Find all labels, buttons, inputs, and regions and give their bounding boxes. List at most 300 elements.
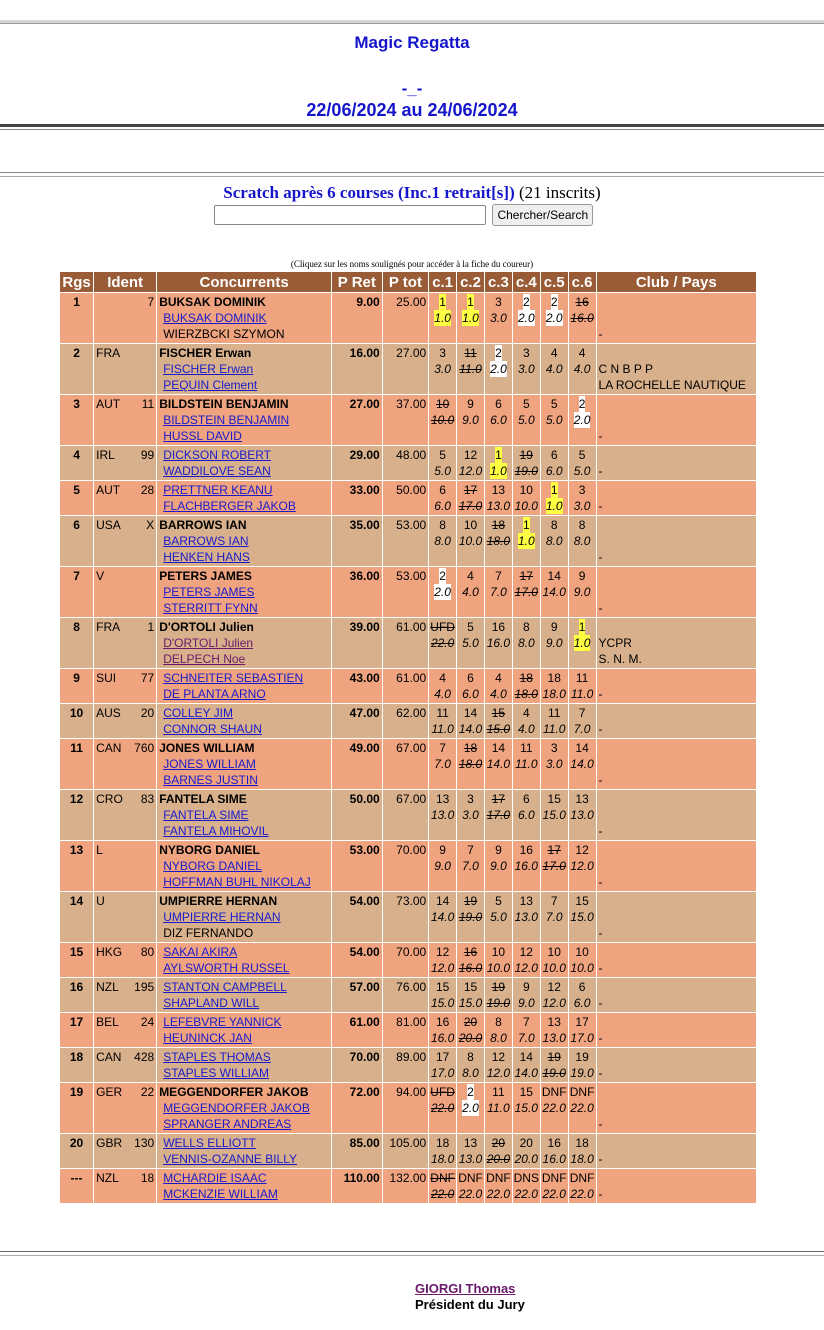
race-points: 13.0 — [514, 910, 538, 924]
helm-link[interactable]: MEGGENDORFER JAKOB — [163, 1101, 310, 1115]
race-points: 14.0 — [486, 757, 511, 771]
table-row — [60, 1048, 756, 1082]
race-1-cell — [429, 1013, 456, 1047]
skipper-name: D'ORTOLI Julien — [159, 620, 254, 634]
helm-link[interactable]: BARROWS IAN — [163, 534, 249, 548]
race-3-cell — [485, 841, 512, 891]
crew-link[interactable]: AYLSWORTH RUSSEL — [163, 961, 290, 975]
club-cell: - — [597, 978, 756, 1012]
race-place: 11 — [464, 346, 477, 360]
net-points: 70.00 — [332, 1048, 382, 1082]
race-6-cell — [569, 618, 596, 668]
race-6-cell — [569, 344, 596, 394]
race-place: 15 — [435, 980, 450, 994]
race-place: 3 — [439, 346, 446, 360]
race-points: 16.0 — [486, 636, 511, 650]
table-row — [60, 293, 756, 343]
search-input[interactable] — [214, 205, 486, 225]
helm-link[interactable]: MCHARDIE ISAAC — [163, 1171, 267, 1185]
race-2-cell — [457, 943, 484, 977]
race-points: 5.0 — [545, 413, 563, 427]
sail-number: 22 — [140, 1085, 155, 1099]
race-place: 13 — [519, 894, 533, 908]
race-4-cell — [513, 892, 540, 942]
race-place: 15 — [519, 1085, 533, 1099]
race-points: 22.0 — [570, 1187, 594, 1201]
helm-link[interactable]: COLLEY JIM — [163, 706, 233, 720]
race-place: 6 — [467, 671, 474, 685]
race-place: UFD — [430, 1085, 455, 1099]
race-place: 12 — [435, 945, 450, 959]
race-place: 5 — [522, 397, 530, 411]
nation-code: BEL — [96, 1015, 119, 1029]
ident-cell — [94, 669, 156, 703]
helm-link[interactable]: STAPLES THOMAS — [163, 1050, 271, 1064]
competitors-cell — [157, 293, 331, 343]
race-6-cell — [569, 1013, 596, 1047]
race-place: 4 — [439, 671, 446, 685]
race-6-cell — [569, 567, 596, 617]
crew-link[interactable]: STERRITT FYNN — [163, 601, 258, 615]
total-points: 61.00 — [383, 669, 429, 703]
competitors-cell — [157, 446, 331, 480]
race-place: 15 — [491, 706, 506, 720]
crew-link[interactable]: STAPLES WILLIAM — [163, 1066, 269, 1080]
crew-link[interactable]: WADDILOVE SEAN — [163, 464, 271, 478]
race-points: 1.0 — [434, 311, 451, 325]
race-1-cell — [429, 739, 456, 789]
race-points: 22.0 — [542, 1187, 566, 1201]
race-5-cell — [541, 1048, 568, 1082]
net-points: 57.00 — [332, 978, 382, 1012]
race-points: 2.0 — [517, 311, 535, 325]
race-2-cell — [457, 344, 484, 394]
rank-cell: 19 — [60, 1083, 93, 1133]
race-5-cell — [541, 1083, 568, 1133]
race-6-cell — [569, 943, 596, 977]
race-place: 1 — [522, 518, 530, 532]
race-points: 10.0 — [430, 413, 455, 427]
race-place: 19 — [519, 448, 533, 462]
rank-cell: 15 — [60, 943, 93, 977]
race-2-cell — [457, 567, 484, 617]
total-points: 94.00 — [383, 1083, 429, 1133]
race-points: 9.0 — [517, 996, 535, 1010]
skipper-name: BILDSTEIN BENJAMIN — [159, 397, 289, 411]
race-place: 18 — [463, 741, 478, 755]
scratch-heading — [0, 183, 824, 203]
race-1-cell — [429, 1134, 456, 1168]
race-points: 7.0 — [462, 859, 479, 873]
race-5-cell — [541, 618, 568, 668]
race-place: 9 — [467, 397, 474, 411]
race-points: 3.0 — [573, 499, 591, 513]
race-points: 12.0 — [570, 859, 594, 873]
club-cell: - — [597, 446, 756, 480]
race-place: DNF — [541, 1171, 567, 1185]
race-3-cell — [485, 1048, 512, 1082]
race-points: 8.0 — [517, 636, 535, 650]
total-points: 70.00 — [383, 841, 429, 891]
race-points: 1.0 — [490, 464, 507, 478]
club-cell: - — [597, 1083, 756, 1133]
nation-code: GBR — [96, 1136, 123, 1150]
race-5-cell — [541, 567, 568, 617]
skipper-name: NYBORG DANIEL — [159, 843, 260, 857]
race-place: 18 — [491, 518, 506, 532]
crew-link[interactable]: BARNES JUSTIN — [163, 773, 258, 787]
race-5-cell — [541, 344, 568, 394]
race-place: 18 — [435, 1136, 450, 1150]
race-place: 14 — [435, 894, 450, 908]
race-1-cell — [429, 669, 456, 703]
crew-link[interactable]: SHAPLAND WILL — [163, 996, 260, 1010]
race-3-cell — [485, 978, 512, 1012]
total-points: 70.00 — [383, 943, 429, 977]
race-1-cell — [429, 841, 456, 891]
race-6-cell — [569, 739, 596, 789]
race-points: 4.0 — [434, 687, 451, 701]
crew-link[interactable]: MCKENZIE WILLIAM — [163, 1187, 278, 1201]
rank-cell: 12 — [60, 790, 93, 840]
table-row — [60, 481, 756, 515]
race-3-cell — [485, 446, 512, 480]
ident-cell — [94, 892, 156, 942]
sail-number: 18 — [140, 1171, 155, 1185]
race-place: 14 — [519, 1050, 533, 1064]
race-points: 3.0 — [434, 362, 451, 376]
race-points: 20.0 — [458, 1031, 483, 1045]
race-points: 20.0 — [514, 1152, 538, 1166]
rank-cell: 18 — [60, 1048, 93, 1082]
race-points: 11.0 — [515, 757, 538, 771]
race-points: 19.0 — [458, 910, 483, 924]
race-points: 22.0 — [430, 636, 455, 650]
race-3-cell — [485, 739, 512, 789]
helm-link[interactable]: STANTON CAMPBELL — [163, 980, 287, 994]
race-1-cell — [429, 293, 456, 343]
race-place: 6 — [522, 792, 530, 806]
race-4-cell — [513, 704, 540, 738]
race-place: 16 — [519, 843, 533, 857]
jury-signature — [415, 1281, 525, 1313]
race-points: 4.0 — [545, 362, 563, 376]
top-rule — [0, 20, 824, 24]
race-place: 7 — [522, 1015, 530, 1029]
race-6-cell — [569, 1083, 596, 1133]
race-place: 11 — [575, 671, 589, 685]
event-dates: 22/06/2024 au 24/06/2024 — [306, 100, 518, 120]
race-points: 18.0 — [430, 1152, 455, 1166]
helm-link[interactable]: LEFEBVRE YANNICK — [163, 1015, 282, 1029]
helm-link[interactable]: D'ORTOLI Julien — [163, 636, 254, 650]
race-place: DNF — [430, 1171, 455, 1185]
race-1-cell — [429, 446, 456, 480]
club-cell: - — [597, 395, 756, 445]
race-2-cell — [457, 1169, 484, 1203]
race-1-cell — [429, 790, 456, 840]
race-points: 3.0 — [462, 808, 479, 822]
race-points: 5.0 — [573, 464, 591, 478]
net-points: 33.00 — [332, 481, 382, 515]
race-place: 11 — [492, 1085, 505, 1099]
jury-president-link[interactable]: GIORGI Thomas — [415, 1281, 516, 1296]
helm-link[interactable]: JONES WILLIAM — [163, 757, 256, 771]
helm-link[interactable]: WELLS ELLIOTT — [163, 1136, 256, 1150]
competitors-cell — [157, 1013, 331, 1047]
race-place: 6 — [578, 980, 586, 994]
race-place: 1 — [467, 295, 474, 309]
rank-cell: 17 — [60, 1013, 93, 1047]
crew-link[interactable]: PEQUIN Clement — [163, 378, 258, 392]
table-row — [60, 1013, 756, 1047]
crew-link[interactable]: SPRANGER ANDREAS — [163, 1117, 292, 1131]
divider — [0, 129, 824, 130]
club-cell: - — [597, 892, 756, 942]
race-3-cell — [485, 943, 512, 977]
sail-number: 130 — [134, 1136, 155, 1150]
crew-link[interactable]: HEUNINCK JAN — [163, 1031, 252, 1045]
nation-code: V — [96, 569, 105, 583]
skipper-name: MEGGENDORFER JAKOB — [159, 1085, 309, 1099]
race-place: 16 — [463, 945, 478, 959]
column-header: c.5 — [541, 272, 568, 292]
competitors-cell — [157, 1048, 331, 1082]
competitors-cell — [157, 395, 331, 445]
helm-link[interactable]: SAKAI AKIRA — [163, 945, 238, 959]
total-points: 37.00 — [383, 395, 429, 445]
rank-cell: 5 — [60, 481, 93, 515]
crew-link[interactable]: CONNOR SHAUN — [163, 722, 262, 736]
race-place: 7 — [578, 706, 586, 720]
race-1-cell — [429, 395, 456, 445]
click-hint: (Cliquez sur les noms soulignés pour accéder à la fiche du coureur) — [290, 259, 534, 269]
race-place: 5 — [439, 448, 446, 462]
club-cell: - — [597, 481, 756, 515]
race-place: 14 — [491, 741, 506, 755]
competitors-cell — [157, 1169, 331, 1203]
race-points: 4.0 — [462, 585, 479, 599]
sail-number: 20 — [140, 706, 155, 720]
race-1-cell — [429, 481, 456, 515]
race-2-cell — [457, 892, 484, 942]
race-points: 2.0 — [462, 1101, 479, 1115]
race-points: 13.0 — [458, 1152, 483, 1166]
net-points: 29.00 — [332, 446, 382, 480]
race-1-cell — [429, 1169, 456, 1203]
nation-code: CRO — [96, 792, 123, 806]
race-points: 13.0 — [570, 808, 594, 822]
crew-link[interactable]: DELPECH Noe — [163, 652, 246, 666]
race-points: 22.0 — [486, 1187, 511, 1201]
race-points: 13.0 — [542, 1031, 566, 1045]
column-header: Rgs — [60, 272, 93, 292]
race-place: 5 — [495, 894, 502, 908]
helm-link[interactable]: NYBORG DANIEL — [163, 859, 262, 873]
helm-link[interactable]: DICKSON ROBERT — [163, 448, 271, 462]
crew-link[interactable]: DE PLANTA ARNO — [163, 687, 266, 701]
race-points: 4.0 — [517, 722, 535, 736]
competitors-cell — [157, 841, 331, 891]
race-place: 10 — [547, 945, 561, 959]
race-4-cell — [513, 669, 540, 703]
race-place: 3 — [495, 295, 502, 309]
race-2-cell — [457, 1134, 484, 1168]
race-4-cell — [513, 516, 540, 566]
helm-link[interactable]: BILDSTEIN BENJAMIN — [163, 413, 290, 427]
sail-number: 1 — [147, 620, 155, 634]
competitors-cell — [157, 344, 331, 394]
race-place: 7 — [439, 741, 446, 755]
search-bar — [214, 204, 593, 226]
race-place: 5 — [467, 620, 474, 634]
race-5-cell — [541, 1013, 568, 1047]
race-place: 11 — [547, 706, 561, 720]
column-header: c.3 — [485, 272, 512, 292]
race-points: 5.0 — [490, 910, 507, 924]
club-cell: - — [597, 516, 756, 566]
total-points: 25.00 — [383, 293, 429, 343]
total-points: 61.00 — [383, 618, 429, 668]
race-points: 8.0 — [545, 534, 563, 548]
race-place: 3 — [522, 346, 530, 360]
table-row — [60, 841, 756, 891]
race-points: 17.0 — [570, 1031, 594, 1045]
race-points: 22.0 — [570, 1101, 594, 1115]
race-place: 13 — [491, 483, 506, 497]
table-row — [60, 395, 756, 445]
race-points: 7.0 — [490, 585, 507, 599]
race-place: 20 — [491, 1136, 506, 1150]
nation-code: HKG — [96, 945, 123, 959]
race-3-cell — [485, 618, 512, 668]
race-3-cell — [485, 293, 512, 343]
race-points: 1.0 — [545, 499, 563, 513]
helm-link[interactable]: UMPIERRE HERNAN — [163, 910, 281, 924]
club-cell: - — [597, 943, 756, 977]
race-place: 6 — [439, 483, 446, 497]
race-points: 14.0 — [570, 757, 594, 771]
race-points: 16.0 — [542, 1152, 566, 1166]
race-4-cell — [513, 841, 540, 891]
race-1-cell — [429, 344, 456, 394]
helm-link[interactable]: BUKSAK DOMINIK — [163, 311, 267, 325]
race-points: 6.0 — [545, 464, 563, 478]
rank-cell: 1 — [60, 293, 93, 343]
club-cell: - — [597, 1134, 756, 1168]
race-place: 8 — [578, 518, 586, 532]
crew-link[interactable]: HUSSL DAVID — [163, 429, 242, 443]
race-points: 22.0 — [458, 1187, 483, 1201]
helm-link[interactable]: FISCHER Erwan — [163, 362, 254, 376]
crew-link[interactable]: HOFFMAN BUHL NIKOLAJ — [163, 875, 311, 889]
sail-number: 11 — [141, 397, 155, 411]
race-place: 1 — [439, 295, 446, 309]
total-points: 50.00 — [383, 481, 429, 515]
race-points: 7.0 — [545, 910, 563, 924]
net-points: 35.00 — [332, 516, 382, 566]
helm-link[interactable]: PRETTNER KEANU — [163, 483, 273, 497]
crew-link[interactable]: VENNIS-OZANNE BILLY — [163, 1152, 297, 1166]
divider — [0, 124, 824, 127]
crew-link[interactable]: FANTELA MIHOVIL — [163, 824, 269, 838]
helm-link[interactable]: FANTELA SIME — [163, 808, 249, 822]
competitors-cell — [157, 669, 331, 703]
race-points: 13.0 — [486, 499, 511, 513]
helm-link[interactable]: PETERS JAMES — [163, 585, 255, 599]
helm-link[interactable]: SCHNEITER SEBASTIEN — [163, 671, 304, 685]
column-header: Concurrents — [157, 272, 331, 292]
race-place: UFD — [430, 620, 455, 634]
race-5-cell — [541, 790, 568, 840]
sail-number: 24 — [140, 1015, 155, 1029]
race-points: 22.0 — [430, 1187, 455, 1201]
race-3-cell — [485, 516, 512, 566]
race-points: 19.0 — [486, 996, 511, 1010]
crew-link[interactable]: FLACHBERGER JAKOB — [163, 499, 296, 513]
race-place: DNF — [569, 1171, 595, 1185]
net-points: 53.00 — [332, 841, 382, 891]
race-points: 15.0 — [458, 996, 483, 1010]
race-place: DNS — [513, 1171, 539, 1185]
race-3-cell — [485, 481, 512, 515]
race-place: 2 — [522, 295, 530, 309]
ident-cell — [94, 618, 156, 668]
race-place: 3 — [467, 792, 474, 806]
race-3-cell — [485, 567, 512, 617]
crew-link[interactable]: HENKEN HANS — [163, 550, 250, 564]
race-points: 12.0 — [486, 1066, 511, 1080]
column-header: P Ret — [332, 272, 382, 292]
race-place: 2 — [439, 569, 446, 583]
race-3-cell — [485, 704, 512, 738]
race-6-cell — [569, 1048, 596, 1082]
sail-number: 195 — [134, 980, 155, 994]
race-place: 3 — [578, 483, 586, 497]
club-cell: - — [597, 669, 756, 703]
race-place: 1 — [495, 448, 502, 462]
race-3-cell — [485, 395, 512, 445]
race-5-cell — [541, 892, 568, 942]
club-cell: YCPR S. N. M. — [597, 618, 756, 668]
race-place: DNF — [486, 1171, 511, 1185]
race-2-cell — [457, 618, 484, 668]
race-points: 22.0 — [514, 1187, 538, 1201]
race-place: 9 — [522, 980, 530, 994]
total-points: 53.00 — [383, 567, 429, 617]
race-place: 15 — [575, 894, 589, 908]
race-2-cell — [457, 1083, 484, 1133]
race-points: 11.0 — [570, 687, 594, 701]
search-button[interactable]: Chercher/Search — [492, 204, 593, 226]
table-row — [60, 516, 756, 566]
race-place: 16 — [575, 295, 589, 309]
club-cell: - — [597, 1169, 756, 1203]
race-points: 9.0 — [462, 413, 479, 427]
race-place: 20 — [463, 1015, 478, 1029]
race-4-cell — [513, 1048, 540, 1082]
race-place: 9 — [495, 843, 502, 857]
race-points: 17.0 — [514, 585, 538, 599]
race-points: 6.0 — [462, 687, 479, 701]
race-place: 4 — [550, 346, 558, 360]
race-points: 10.0 — [542, 961, 566, 975]
race-points: 16.0 — [430, 1031, 455, 1045]
sail-number: 428 — [134, 1050, 155, 1064]
nation-code: AUT — [96, 397, 121, 411]
table-row — [60, 943, 756, 977]
ident-cell — [94, 516, 156, 566]
